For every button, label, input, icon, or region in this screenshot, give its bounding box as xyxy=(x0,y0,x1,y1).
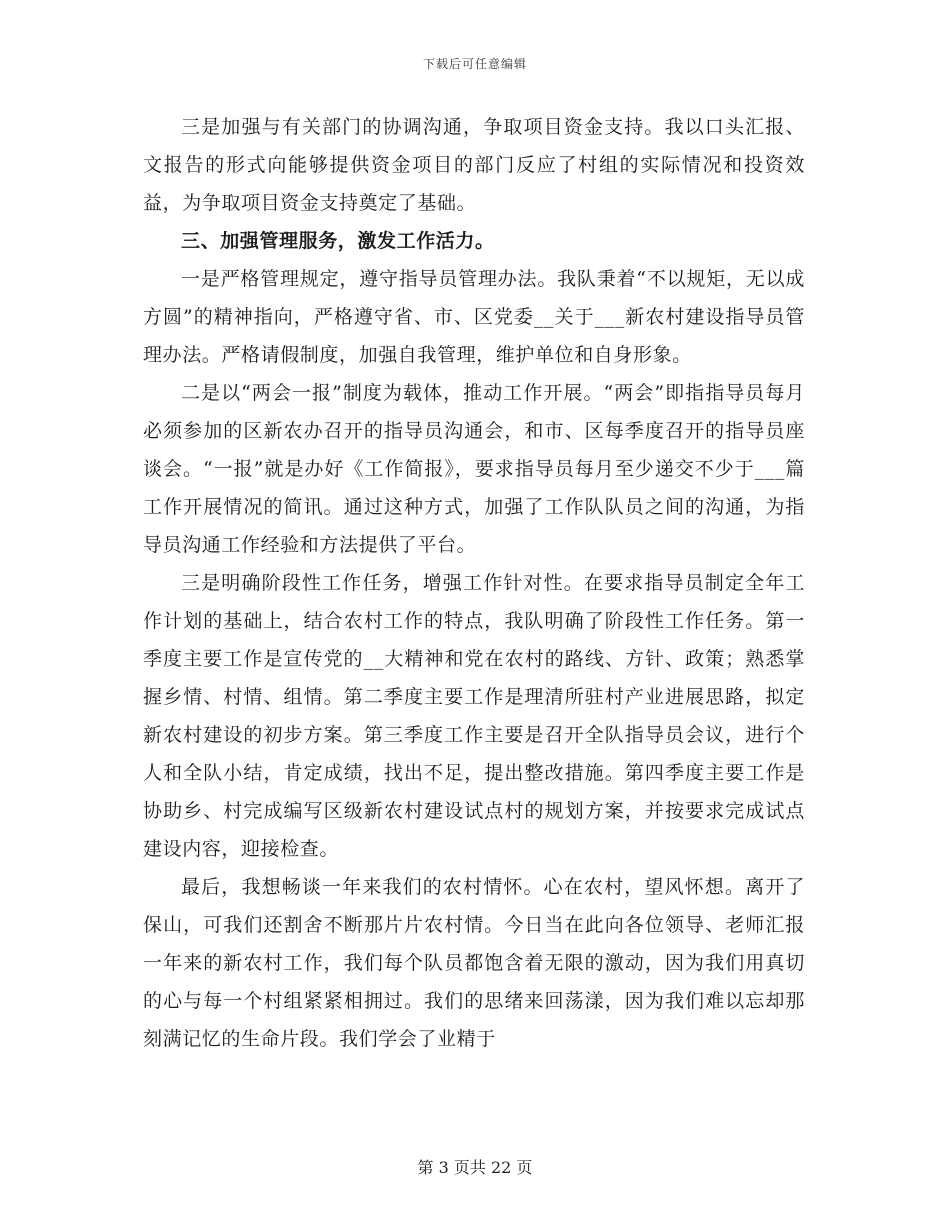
page-header-note: 下载后可任意编辑 xyxy=(422,57,527,71)
paragraph-two-meetings-one-report: 二是以“两会一报”制度为载体，推动工作开展。“两会”即指指导员每月必须参加的区新农办召开的指导员沟通会，和市、区每季度召开的指导员座谈会。“一报”就是办好《工作简报》，要求指导员每月至少递交不少于___篇工作开展情况的简讯。通过这种方式，加强了工作队队员之间的沟通，为指导员沟通工作经验和方法提供了平台。 xyxy=(143,382,805,556)
paragraph-funding-support: 三是加强与有关部门的协调沟通，争取项目资金支持。我以口头汇报、文报告的形式向能够提供资金项目的部门反应了村组的实际情况和投资效益，为争取项目资金支持奠定了基础。 xyxy=(143,116,805,214)
document-body xyxy=(143,108,805,1058)
section-heading-management: 三、加强管理服务，激发工作活力。 xyxy=(181,230,495,252)
paragraph-closing-reflection: 最后，我想畅谈一年来我们的农村情怀。心在农村，望风怀想。离开了保山，可我们还割舍不断那片片农村情。今日当在此向各位领导、老师汇报一年来的新农村工作，我们每个队员都饱含着无限的激动，因为我们用真切的心与每一个村组紧紧相拥过。我们的思绪来回荡漾，因为我们难以忘却那刻满记忆的生命片段。我们学会了业精于 xyxy=(143,876,805,1050)
paragraph-phased-tasks: 三是明确阶段性工作任务，增强工作针对性。在要求指导员制定全年工作计划的基础上，结合农村工作的特点，我队明确了阶段性工作任务。第一季度主要工作是宣传党的__大精神和党在农村的路线、方针、政策；熟悉掌握乡情、村情、组情。第二季度主要工作是理清所驻村产业进展思路，拟定新农村建设的初步方案。第三季度工作主要是召开全队指导员会议，进行个人和全队小结，肯定成绩，找出不足，提出整改措施。第四季度主要工作是协助乡、村完成编写区级新农村建设试点村的规划方案，并按要求完成试点建设内容，迎接检查。 xyxy=(143,572,805,860)
paragraph-strict-management: 一是严格管理规定，遵守指导员管理办法。我队秉着“不以规矩，无以成方圆”的精神指向，严格遵守省、市、区党委__关于___新农村建设指导员管理办法。严格请假制度，加强自我管理，维护单位和自身形象。 xyxy=(143,268,805,366)
page-number-footer: 第 3 页共 22 页 xyxy=(417,1158,533,1177)
